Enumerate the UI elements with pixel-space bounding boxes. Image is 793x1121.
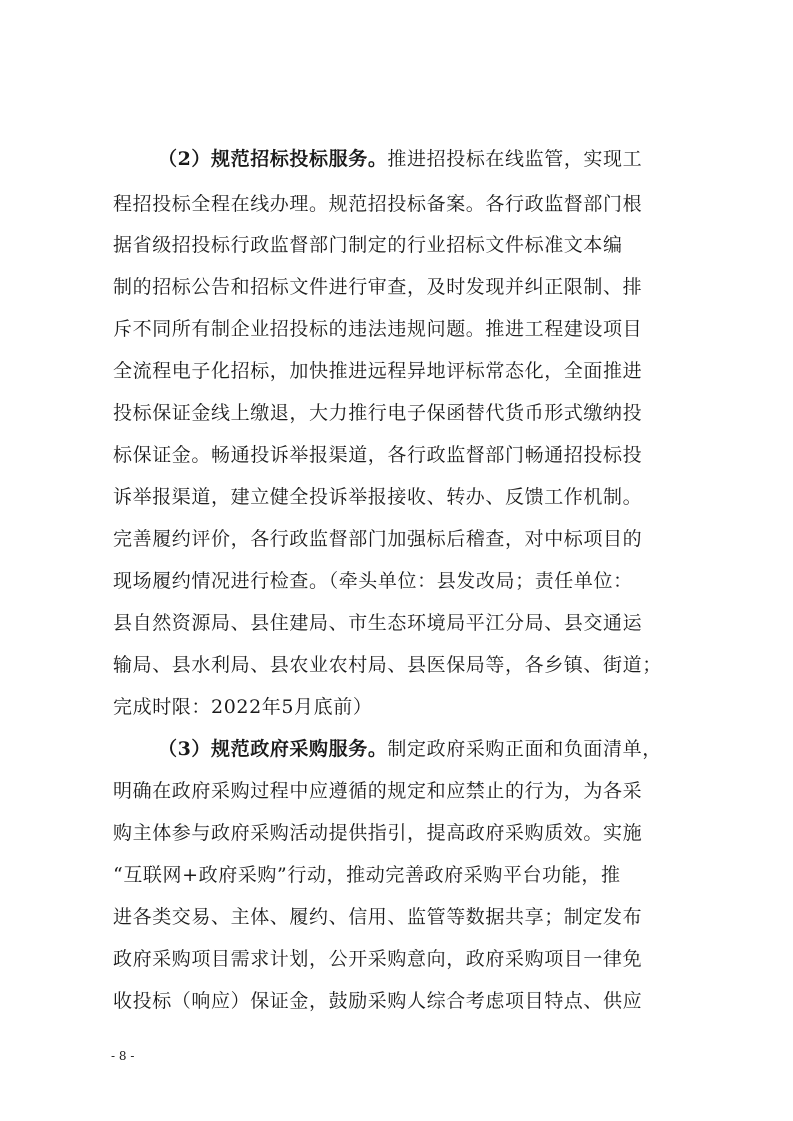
section2-line-11: 现场履约情况进行检查。（牵头单位：县发改局；责任单位： — [113, 570, 633, 592]
section2-line-13: 输局、县水利局、县农业农村局、县医保局等，各乡镇、街道； — [113, 654, 662, 676]
section3-line-3: 购主体参与政府采购活动提供指引，提高政府采购质效。实施 — [113, 822, 643, 844]
section2-line-3: 据省级招投标行政监督部门制定的行业招标文件标准文本编 — [113, 234, 623, 256]
section2-line-9: 诉举报渠道，建立健全投诉举报接收、转办、反馈工作机制。 — [113, 486, 643, 508]
section2-line-8: 标保证金。畅通投诉举报渠道，各行政监督部门畅通招投标投 — [113, 444, 643, 466]
page-number: - 8 - — [111, 1049, 135, 1063]
section2-line-1-text: 推进招投标在线监管，实现工 — [387, 148, 643, 170]
section3-line-1 — [158, 734, 693, 764]
section3-line-7: 收投标（响应）保证金，鼓励采购人综合考虑项目特点、供应 — [113, 990, 643, 1012]
section2-line-4: 制的招标公告和招标文件进行审查，及时发现并纠正限制、排 — [113, 276, 643, 298]
section2-line-14: 完成时限：2022年5月底前） — [113, 696, 373, 718]
section3-heading: （3）规范政府采购服务。 — [158, 738, 388, 760]
section2-heading: （2）规范招标投标服务。 — [158, 148, 388, 170]
section2-line-7: 投标保证金线上缴退，大力推行电子保函替代货币形式缴纳投 — [113, 402, 643, 424]
section2-line-5: 斥不同所有制企业招投标的违法违规问题。推进工程建设项目 — [113, 318, 643, 340]
section2-line-12: 县自然资源局、县住建局、市生态环境局平江分局、县交通运 — [113, 612, 643, 634]
section2-line-2: 程招投标全程在线办理。规范招投标备案。各行政监督部门根 — [113, 193, 643, 215]
section2-line-10: 完善履约评价，各行政监督部门加强标后稽查，对中标项目的 — [113, 528, 643, 550]
section3-line-6: 政府采购项目需求计划，公开采购意向，政府采购项目一律免 — [113, 948, 643, 970]
section3-line-4: “互联网+政府采购”行动，推动完善政府采购平台功能，推 — [113, 864, 621, 886]
section2-line-1 — [158, 144, 693, 174]
section3-line-1-text: 制定政府采购正面和负面清单， — [387, 738, 662, 760]
section2-line-6: 全流程电子化招标，加快推进远程异地评标常态化，全面推进 — [113, 360, 643, 382]
section3-line-2: 明确在政府采购过程中应遵循的规定和应禁止的行为，为各采 — [113, 780, 643, 802]
section3-line-5: 进各类交易、主体、履约、信用、监管等数据共享；制定发布 — [113, 906, 643, 928]
